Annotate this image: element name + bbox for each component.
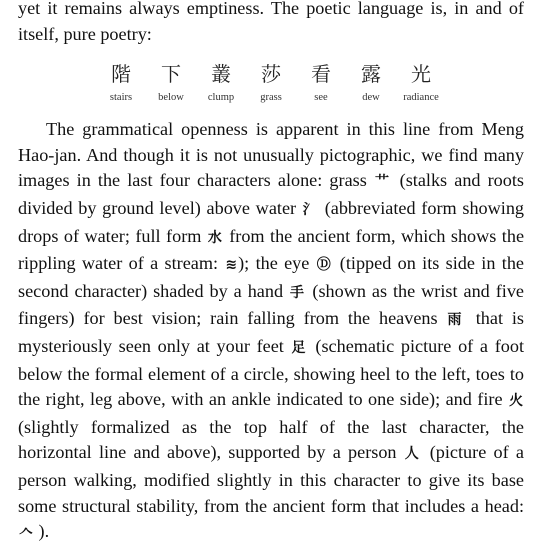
hand-glyph: 手 — [290, 284, 306, 301]
body-text: (tipped on its side in the second character) shaded by a hand — [18, 253, 524, 301]
body-text: that is mysteriously seen only at your feet — [18, 308, 525, 356]
body-text: (stalks and roots divided by ground level) above water — [18, 170, 525, 218]
character-gloss: stairs — [109, 92, 133, 104]
character-gloss: below — [158, 92, 184, 104]
person-glyph: 人 — [404, 446, 422, 463]
character-column — [146, 61, 196, 105]
chinese-character: 光 — [411, 62, 431, 87]
body-text: (slightly formalized as the top half of the last character, the horizontal line and above), supported by a person — [18, 416, 524, 463]
character-gloss: radiance — [403, 92, 439, 104]
body-text: (picture of a person walking, modified slightly in this character to give its base some structural stability, from the ancient form that includes a head: — [18, 442, 524, 516]
chinese-character: 下 — [161, 62, 181, 87]
fire-glyph: 火 — [509, 393, 523, 410]
character-column — [346, 61, 396, 105]
character-column — [196, 61, 246, 105]
eye-glyph: Ⓓ — [316, 257, 333, 274]
character-column — [296, 61, 346, 105]
character-column — [246, 61, 296, 105]
character-gloss: grass — [260, 92, 282, 104]
stream-ancient-glyph: ≋ — [225, 257, 238, 274]
foot-glyph: 足 — [291, 339, 308, 356]
body-text: (abbreviated form showing drops of water; full form — [18, 197, 525, 246]
chinese-character: 露 — [361, 62, 381, 87]
body-text: The grammatical openness is apparent in this line from Meng Hao-jan. And though it is not unusually pictographic, we find many images in the last four characters alone: grass — [18, 119, 524, 191]
character-gloss: see — [314, 92, 328, 104]
body-text: (shown as the wrist and five fingers) for best vision; rain falling from the heavens — [18, 280, 524, 329]
document-page — [18, 0, 524, 547]
person-ancient-glyph: 𠆢 — [19, 525, 33, 542]
water-radical-glyph: 氵 — [302, 201, 318, 218]
character-column — [396, 61, 446, 105]
character-gloss: clump — [207, 92, 235, 104]
character-gloss-table — [18, 61, 524, 105]
grass-radical-glyph: 艹 — [374, 174, 392, 191]
chinese-character: 看 — [311, 62, 331, 87]
chinese-character: 階 — [111, 62, 131, 87]
body-text: from the ancient form, which shows the rippling water of a stream: — [18, 225, 525, 274]
character-column — [96, 61, 146, 105]
chinese-character: 叢 — [211, 62, 231, 87]
body-paragraph — [18, 117, 524, 547]
chinese-character: 莎 — [261, 62, 281, 87]
water-full-glyph: 水 — [207, 229, 223, 246]
body-text: (schematic picture of a foot below the formal element of a circle, showing heel to the left, toes to the right, leg above, with an ankle indicated to one side); and fire — [18, 335, 524, 410]
body-text: ); the eye — [238, 253, 310, 274]
character-gloss: dew — [362, 92, 380, 104]
body-text: ). — [38, 521, 50, 542]
rain-glyph: 雨 — [447, 312, 466, 329]
intro-paragraph: yet it remains always emptiness. The poetic language is, in and of itself, pure poetry: — [18, 0, 524, 44]
